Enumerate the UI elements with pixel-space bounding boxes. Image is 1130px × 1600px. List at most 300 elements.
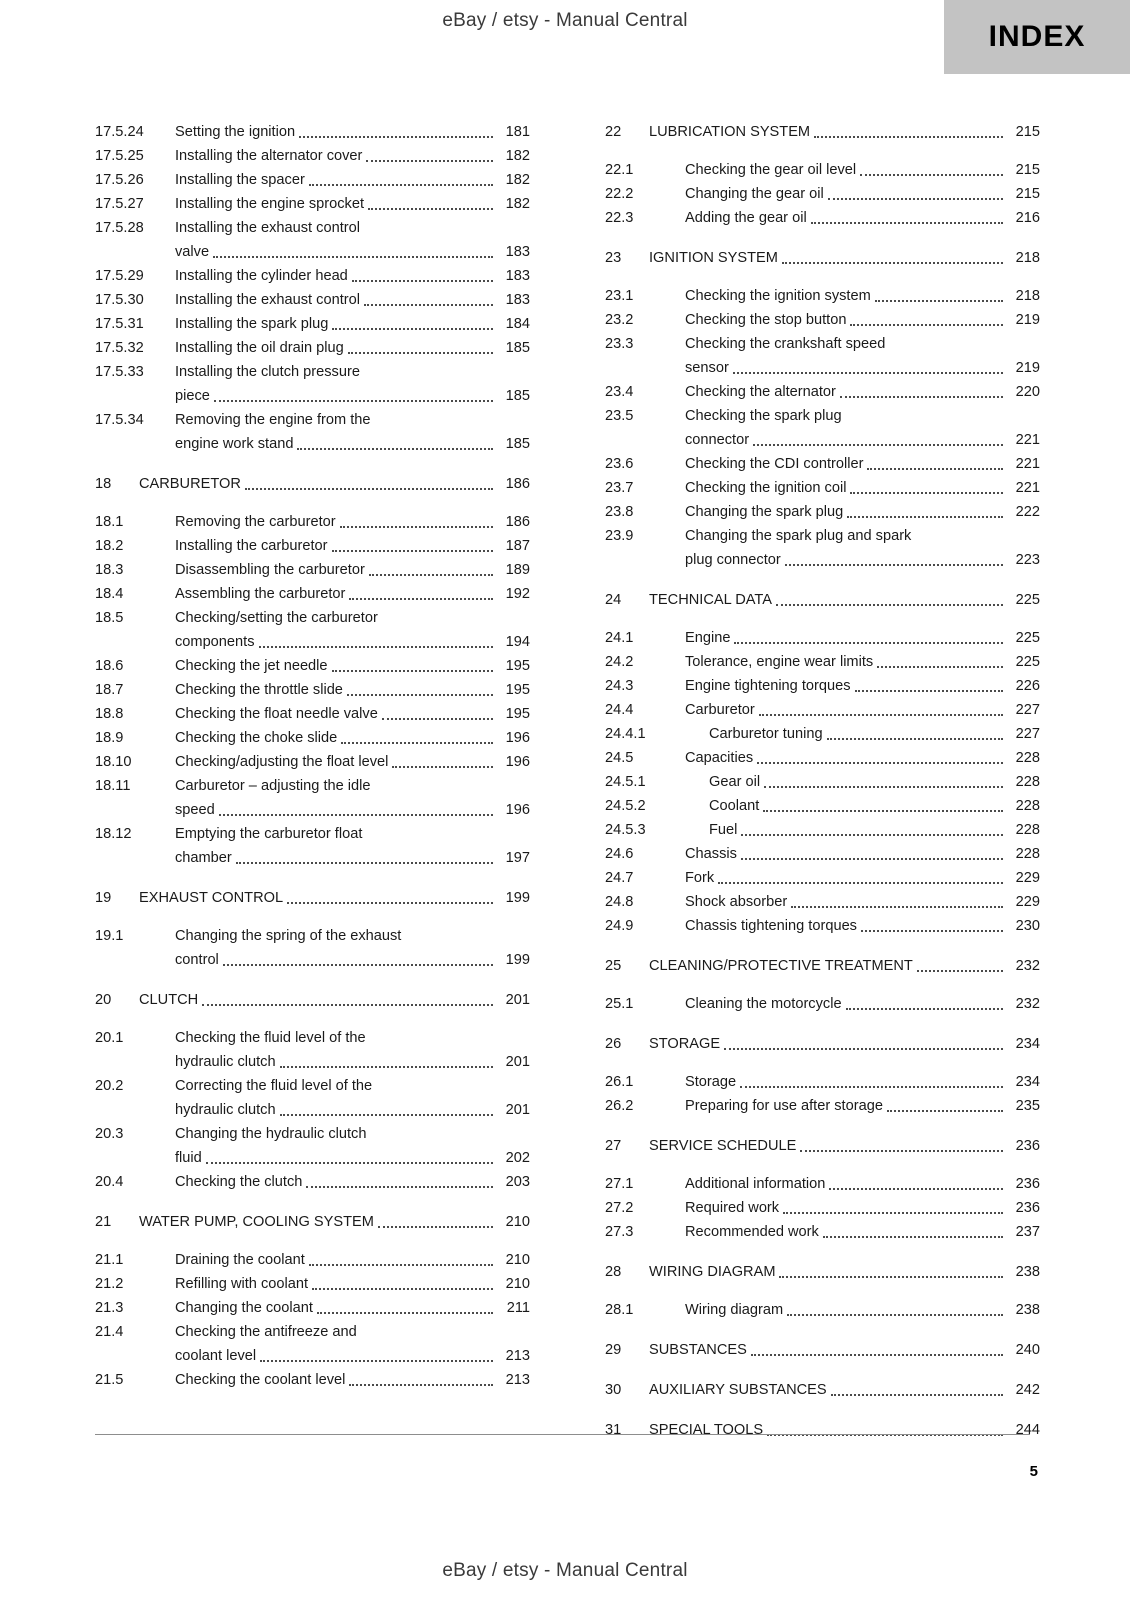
leader-dots [823, 1227, 1003, 1238]
toc-entry-body [685, 746, 1006, 770]
toc-entry-body [175, 702, 496, 726]
toc-entry-body [175, 288, 496, 312]
toc-entry-body [685, 308, 1006, 332]
toc-entry[interactable] [605, 284, 1040, 308]
toc-entry-page: 187 [505, 538, 530, 554]
toc-entry-body [175, 1074, 496, 1122]
toc-entry-page: 195 [505, 658, 530, 674]
toc-entry[interactable] [95, 1320, 530, 1368]
toc-entry-body [685, 794, 1006, 818]
toc-entry-number: 17.5.29 [95, 268, 144, 284]
toc-entry[interactable] [605, 890, 1040, 914]
toc-entry[interactable] [95, 702, 530, 726]
leader-dots [332, 319, 493, 330]
toc-entry[interactable] [605, 246, 1040, 270]
toc-entry-body [175, 510, 496, 534]
toc-entry-number: 28.1 [605, 1302, 634, 1318]
toc-entry-number: 25.1 [605, 996, 634, 1012]
toc-entry-body [685, 476, 1006, 500]
toc-entry-title: WIRING DIAGRAM [649, 1264, 776, 1280]
toc-entry-title: Installing the engine sprocket [175, 196, 365, 212]
toc-entry-title: STORAGE [649, 1036, 721, 1052]
toc-entry-page: 185 [505, 340, 530, 356]
leader-dots [317, 1303, 493, 1314]
toc-entry-number: 18.6 [95, 658, 124, 674]
toc-entry-body [685, 890, 1006, 914]
toc-entry-page: 185 [505, 388, 530, 404]
toc-entry[interactable] [605, 698, 1040, 722]
toc-entry[interactable] [95, 360, 530, 408]
toc-entry-page: 183 [505, 268, 530, 284]
toc-entry-title: Additional information [685, 1176, 826, 1192]
toc-entry[interactable] [95, 1122, 530, 1170]
toc-entry[interactable] [605, 380, 1040, 404]
toc-entry-page: 221 [1015, 480, 1040, 496]
toc-entry-number: 24.5.2 [605, 798, 646, 814]
toc-entry[interactable] [95, 510, 530, 534]
toc-entry[interactable] [95, 750, 530, 774]
toc-entry[interactable] [605, 182, 1040, 206]
toc-entry-body [685, 524, 1006, 572]
toc-entry[interactable] [95, 534, 530, 558]
toc-entry-number: 26.1 [605, 1074, 634, 1090]
leader-dots [828, 189, 1003, 200]
toc-column-left [95, 120, 530, 1442]
toc-entry[interactable] [95, 144, 530, 168]
toc-entry[interactable] [605, 332, 1040, 380]
toc-entry-number: 31 [605, 1422, 622, 1438]
toc-entry-number: 18.3 [95, 562, 124, 578]
leader-dots [287, 893, 493, 904]
toc-entry[interactable] [605, 500, 1040, 524]
toc-entry-page: 229 [1015, 870, 1040, 886]
leader-dots [791, 897, 1003, 908]
toc-entry-number: 24.4.1 [605, 726, 646, 742]
toc-entry-body [685, 770, 1006, 794]
toc-entry-body [175, 774, 496, 822]
toc-entry[interactable] [605, 1338, 1040, 1362]
toc-entry[interactable] [605, 914, 1040, 938]
leader-dots [718, 873, 1003, 884]
toc-entry[interactable] [95, 168, 530, 192]
toc-entry[interactable] [605, 794, 1040, 818]
toc-entry[interactable] [95, 312, 530, 336]
index-tab-label: INDEX [988, 20, 1086, 53]
toc-entry-title: Checking the coolant level [175, 1372, 346, 1388]
toc-entry-number: 17.5.32 [95, 340, 144, 356]
toc-entry-title: Removing the engine from the [175, 412, 371, 428]
toc-entry-page: 232 [1015, 996, 1040, 1012]
toc-entry-body [649, 1134, 1006, 1158]
leader-dots [340, 517, 493, 528]
toc-entry[interactable] [605, 120, 1040, 144]
toc-entry[interactable] [95, 216, 530, 264]
toc-entry-number: 23.7 [605, 480, 634, 496]
leader-dots [382, 709, 493, 720]
leader-dots [309, 175, 493, 186]
toc-entry-body [685, 500, 1006, 524]
toc-entry-number: 26 [605, 1036, 622, 1052]
toc-entry[interactable] [605, 1032, 1040, 1056]
toc-entry-body [175, 1170, 496, 1194]
toc-entry[interactable] [95, 558, 530, 582]
toc-entry[interactable] [95, 288, 530, 312]
toc-entry-title-cont: piece [175, 388, 210, 404]
toc-entry[interactable] [95, 924, 530, 972]
toc-entry-page: 237 [1015, 1224, 1040, 1240]
toc-entry[interactable] [605, 1378, 1040, 1402]
toc-entry-title-cont: chamber [175, 850, 232, 866]
toc-entry-page: 201 [505, 992, 530, 1008]
leader-dots [349, 589, 493, 600]
leader-dots [364, 295, 493, 306]
toc-entry-page: 195 [505, 706, 530, 722]
toc-entry-body [649, 1378, 1006, 1402]
toc-entry[interactable] [605, 770, 1040, 794]
toc-entry-title: Emptying the carburetor float [175, 826, 363, 842]
toc-entry-number: 23.6 [605, 456, 634, 472]
toc-entry[interactable] [95, 1026, 530, 1074]
toc-entry-number: 21.4 [95, 1324, 124, 1340]
toc-entry-body [175, 1122, 496, 1170]
toc-entry-title: Draining the coolant [175, 1252, 305, 1268]
toc-entry-page: 242 [1015, 1382, 1040, 1398]
toc-entry-page: 201 [505, 1054, 530, 1070]
leader-dots [245, 479, 493, 490]
toc-entry-number: 20.2 [95, 1078, 124, 1094]
toc-entry[interactable] [605, 206, 1040, 230]
toc-entry-page: 225 [1015, 654, 1040, 670]
toc-entry-page: 230 [1015, 918, 1040, 934]
toc-entry-number: 22 [605, 124, 622, 140]
toc-entry-page: 182 [505, 172, 530, 188]
toc-entry-page: 228 [1015, 774, 1040, 790]
toc-entry-page: 223 [1015, 552, 1040, 568]
toc-entry-title: SPECIAL TOOLS [649, 1422, 764, 1438]
toc-entry-number: 22.1 [605, 162, 634, 178]
toc-entry[interactable] [605, 1094, 1040, 1118]
toc-entry-page: 210 [505, 1276, 530, 1292]
toc-entry-title: Installing the alternator cover [175, 148, 363, 164]
toc-entry-title: Installing the cylinder head [175, 268, 348, 284]
toc-entry[interactable] [605, 588, 1040, 612]
toc-entry[interactable] [605, 524, 1040, 572]
toc-entry[interactable] [605, 308, 1040, 332]
toc-entry-number: 24.5.1 [605, 774, 646, 790]
toc-entry-page: 186 [505, 476, 530, 492]
toc-entry[interactable] [95, 1248, 530, 1272]
toc-entry[interactable] [95, 1170, 530, 1194]
leader-dots [280, 1057, 493, 1068]
toc-entry-number: 18.5 [95, 610, 124, 626]
toc-entry-number: 20 [95, 992, 112, 1008]
toc-entry-number: 21.2 [95, 1276, 124, 1292]
toc-entry-number: 24.8 [605, 894, 634, 910]
toc-entry[interactable] [605, 1298, 1040, 1322]
toc-entry-number: 19.1 [95, 928, 124, 944]
toc-entry-title: Changing the hydraulic clutch [175, 1126, 367, 1142]
toc-entry-number: 20.3 [95, 1126, 124, 1142]
leader-dots [206, 1153, 493, 1164]
toc-entry-title: CARBURETOR [139, 476, 241, 492]
leader-dots [875, 291, 1003, 302]
leader-dots [763, 801, 1003, 812]
toc-entry-body [175, 216, 496, 264]
toc-entry-page: 196 [505, 730, 530, 746]
toc-entry[interactable] [95, 678, 530, 702]
toc-entry-number: 17.5.34 [95, 412, 144, 428]
toc-entry[interactable] [95, 1074, 530, 1122]
toc-entry[interactable] [605, 1196, 1040, 1220]
leader-dots [814, 127, 1003, 138]
toc-entry-body [175, 1272, 496, 1296]
toc-entry-number: 18.10 [95, 754, 132, 770]
toc-entry[interactable] [95, 654, 530, 678]
toc-entry-title: Checking the alternator [685, 384, 836, 400]
toc-entry-title: WATER PUMP, COOLING SYSTEM [139, 1214, 374, 1230]
toc-entry[interactable] [95, 408, 530, 456]
toc-entry-page: 234 [1015, 1036, 1040, 1052]
toc-entry-page: 183 [505, 244, 530, 260]
toc-entry-number: 17.5.25 [95, 148, 144, 164]
toc-entry-title-cont: speed [175, 802, 215, 818]
toc-entry[interactable] [95, 1272, 530, 1296]
toc-entry-body [175, 822, 496, 870]
toc-entry-page: 227 [1015, 702, 1040, 718]
toc-entry-title: Checking the jet needle [175, 658, 328, 674]
toc-entry-page: 189 [505, 562, 530, 578]
toc-entry-body [649, 246, 1006, 270]
toc-entry-body [175, 654, 496, 678]
leader-dots [741, 849, 1003, 860]
toc-entry-title: Setting the ignition [175, 124, 296, 140]
leader-dots [378, 1217, 493, 1228]
toc-entry-number: 18.11 [95, 778, 131, 794]
leader-dots [280, 1105, 493, 1116]
toc-entry-number: 21 [95, 1214, 112, 1230]
toc-entry[interactable] [605, 1172, 1040, 1196]
toc-entry-number: 17.5.28 [95, 220, 144, 236]
toc-entry-body [139, 472, 496, 496]
toc-entry-title: Checking the choke slide [175, 730, 338, 746]
toc-entry[interactable] [95, 774, 530, 822]
toc-entry-title: Checking the clutch [175, 1174, 303, 1190]
toc-entry-number: 23.1 [605, 288, 634, 304]
toc-entry-number: 27 [605, 1138, 622, 1154]
toc-entry[interactable] [95, 1210, 530, 1234]
toc-entry-page: 238 [1015, 1264, 1040, 1280]
toc-entry-body [649, 1260, 1006, 1284]
toc-entry-page: 227 [1015, 726, 1040, 742]
toc-entry[interactable] [605, 626, 1040, 650]
toc-entry[interactable] [605, 954, 1040, 978]
toc-entry-title: Gear oil [709, 774, 761, 790]
toc-entry[interactable] [95, 822, 530, 870]
toc-entry-title: Checking/setting the carburetor [175, 610, 378, 626]
toc-entry-page: 220 [1015, 384, 1040, 400]
leader-dots [202, 995, 493, 1006]
leader-dots [850, 315, 1003, 326]
toc-entry-title-cont: engine work stand [175, 436, 294, 452]
toc-entry[interactable] [605, 1418, 1040, 1442]
leader-dots [785, 555, 1003, 566]
toc-entry[interactable] [95, 192, 530, 216]
toc-entry-title-cont: coolant level [175, 1348, 257, 1364]
leader-dots [850, 483, 1003, 494]
toc-entry-number: 23.8 [605, 504, 634, 520]
toc-entry-title: Installing the clutch pressure [175, 364, 360, 380]
toc-entry-body [685, 722, 1006, 746]
toc-entry-page: 199 [505, 890, 530, 906]
leader-dots [840, 387, 1003, 398]
toc-entry[interactable] [605, 746, 1040, 770]
toc-entry-body [175, 144, 496, 168]
toc-entry[interactable] [95, 336, 530, 360]
toc-entry[interactable] [605, 1220, 1040, 1244]
leader-dots [782, 253, 1003, 264]
leader-dots [332, 661, 493, 672]
toc-entry[interactable] [605, 842, 1040, 866]
toc-entry-body [685, 914, 1006, 938]
toc-entry[interactable] [605, 404, 1040, 452]
toc-entry-number: 21.1 [95, 1252, 124, 1268]
toc-entry[interactable] [605, 1260, 1040, 1284]
toc-entry-title: CLEANING/PROTECTIVE TREATMENT [649, 958, 913, 974]
leader-dots [368, 199, 493, 210]
leader-dots [347, 685, 493, 696]
toc-entry-title-cont: fluid [175, 1150, 202, 1166]
toc-entry-body [685, 992, 1006, 1016]
toc-entry-number: 27.2 [605, 1200, 634, 1216]
toc-entry[interactable] [605, 158, 1040, 182]
toc-entry-body [175, 360, 496, 408]
toc-entry-body [685, 1196, 1006, 1220]
leader-dots [811, 213, 1003, 224]
toc-entry-title: Checking the throttle slide [175, 682, 343, 698]
toc-entry-title: Carburetor – adjusting the idle [175, 778, 371, 794]
toc-entry[interactable] [95, 886, 530, 910]
toc-entry-body [685, 1298, 1006, 1322]
toc-entry-number: 18.8 [95, 706, 124, 722]
toc-entry-title-cont: hydraulic clutch [175, 1102, 276, 1118]
toc-entry[interactable] [95, 582, 530, 606]
toc-entry-page: 194 [505, 634, 530, 650]
toc-entry[interactable] [605, 650, 1040, 674]
leader-dots [917, 961, 1003, 972]
toc-entry-page: 228 [1015, 798, 1040, 814]
toc-entry-title: Installing the exhaust control [175, 292, 360, 308]
toc-entry-title: Cleaning the motorcycle [685, 996, 842, 1012]
toc-entry-page: 196 [505, 802, 530, 818]
toc-entry-body [685, 650, 1006, 674]
toc-entry-title: Chassis [685, 846, 737, 862]
leader-dots [887, 1101, 1003, 1112]
leader-dots [751, 1345, 1003, 1356]
toc-entry-title: Carburetor tuning [709, 726, 823, 742]
toc-entry-title: Installing the oil drain plug [175, 340, 344, 356]
toc-entry[interactable] [95, 988, 530, 1012]
toc-entry[interactable] [605, 1070, 1040, 1094]
leader-dots [348, 343, 493, 354]
toc-entry-title: Capacities [685, 750, 754, 766]
toc-entry-page: 225 [1015, 630, 1040, 646]
toc-entry[interactable] [605, 452, 1040, 476]
toc-entry-number: 25 [605, 958, 622, 974]
toc-entry[interactable] [95, 606, 530, 654]
toc-entry[interactable] [605, 866, 1040, 890]
toc-entry-body [175, 120, 496, 144]
toc-entry[interactable] [95, 1368, 530, 1392]
toc-entry-body [139, 886, 496, 910]
leader-dots [392, 757, 493, 768]
toc-entry-number: 28 [605, 1264, 622, 1280]
toc-entry[interactable] [605, 818, 1040, 842]
toc-entry[interactable] [605, 722, 1040, 746]
toc-entry-number: 22.2 [605, 186, 634, 202]
toc-entry-title-cont: control [175, 952, 219, 968]
toc-entry-title: Checking the CDI controller [685, 456, 864, 472]
leader-dots [236, 853, 493, 864]
toc-entry[interactable] [605, 992, 1040, 1016]
toc-entry-number: 26.2 [605, 1098, 634, 1114]
leader-dots [787, 1305, 1003, 1316]
toc-entry-number: 17.5.31 [95, 316, 144, 332]
toc-entry-title: Chassis tightening torques [685, 918, 857, 934]
toc-entry[interactable] [605, 674, 1040, 698]
leader-dots [724, 1039, 1003, 1050]
toc-entry-title: Checking/adjusting the float level [175, 754, 389, 770]
toc-entry-body [685, 818, 1006, 842]
toc-entry[interactable] [605, 476, 1040, 500]
toc-entry-title-cont: plug connector [685, 552, 781, 568]
toc-entry-body [175, 1026, 496, 1074]
toc-entry-number: 27.3 [605, 1224, 634, 1240]
toc-entry[interactable] [605, 1134, 1040, 1158]
toc-entry[interactable] [95, 1296, 530, 1320]
toc-entry-body [175, 582, 496, 606]
toc-entry-title: Changing the spark plug [685, 504, 844, 520]
leader-dots [366, 151, 493, 162]
toc-entry-title: Engine tightening torques [685, 678, 851, 694]
toc-entry[interactable] [95, 472, 530, 496]
toc-entry-number: 23.4 [605, 384, 634, 400]
toc-entry-number: 24.3 [605, 678, 634, 694]
toc-entry-page: 186 [505, 514, 530, 530]
toc-entry-number: 18.4 [95, 586, 124, 602]
leader-dots [861, 921, 1003, 932]
leader-dots [860, 165, 1003, 176]
toc-entry-body [175, 1368, 496, 1392]
toc-entry[interactable] [95, 726, 530, 750]
toc-entry-title-cont: sensor [685, 360, 729, 376]
toc-entry-page: 216 [1015, 210, 1040, 226]
toc-entry[interactable] [95, 120, 530, 144]
toc-entry-body [175, 750, 496, 774]
toc-entry-title: Storage [685, 1074, 737, 1090]
toc-entry[interactable] [95, 264, 530, 288]
toc-entry-body [175, 726, 496, 750]
toc-entry-title-cont: hydraulic clutch [175, 1054, 276, 1070]
leader-dots [776, 595, 1003, 606]
leader-dots [349, 1375, 493, 1386]
toc-entry-body [175, 1296, 496, 1320]
toc-entry-title: Fork [685, 870, 715, 886]
toc-entry-number: 18.1 [95, 514, 124, 530]
leader-dots [733, 363, 1003, 374]
toc-entry-number: 24.6 [605, 846, 634, 862]
leader-dots [332, 541, 493, 552]
toc-entry-number: 20.4 [95, 1174, 124, 1190]
